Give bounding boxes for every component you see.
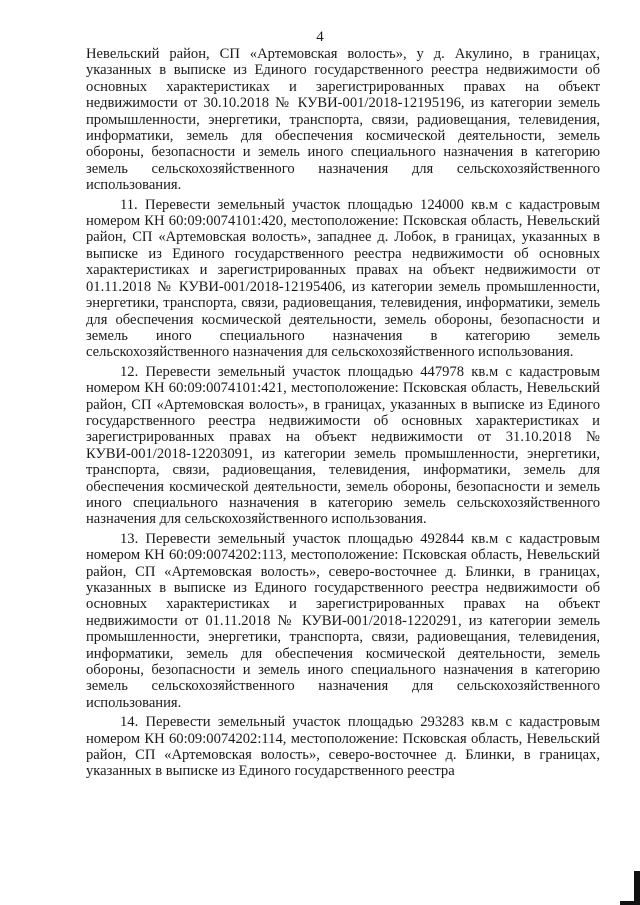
paragraph-item-13: 13. Перевести земельный участок площадью 492844 кв.м с кадастровым номером КН 60:09:0074202:113, местоположение: Псковская область, Невельский район, СП «Артемовская волость», северо-восточнее д. Блинки, в границах, указанных в выписке из Единого государственного реестра недвижимости об основных характеристиках и зарегистрированных правах на объект недвижимости от 01.11.2018 № КУВИ-001/2018-1220291, из категории земель промышленности, энергетики, транспорта, связи, радиовещания, телевидения, информатики, земель для обеспечения космической деятельности, земель обороны, безопасности и земель иного специального назначения в категорию земель сельскохозяйственного назначения для сельскохозяйственного использования.: [86, 530, 600, 711]
document-body: [86, 46, 600, 783]
scan-corner-mark: [620, 871, 640, 905]
paragraph-item-14: 14. Перевести земельный участок площадью 293283 кв.м с кадастровым номером КН 60:09:0074202:114, местоположение: Псковская область, Невельский район, СП «Артемовская волость», северо-восточнее д. Блинки, в границах, указанных в выписке из Единого государственного реестра: [86, 714, 600, 780]
paragraph-item-12: 12. Перевести земельный участок площадью 447978 кв.м с кадастровым номером КН 60:09:0074101:421, местоположение: Псковская область, Невельский район, СП «Артемовская волость», в границах, указанных в выписке из Единого государственного реестра недвижимости об основных характеристиках и зарегистрированных правах на объект недвижимости от 31.10.2018 № КУВИ-001/2018-12203091, из категории земель промышленности, энергетики, транспорта, связи, радиовещания, телевидения, информатики, земель для обеспечения космической деятельности, земель обороны, безопасности и земель иного специального назначения в категорию земель сельскохозяйственного назначения для сельскохозяйственного использования.: [86, 363, 600, 528]
paragraph-item-11: 11. Перевести земельный участок площадью 124000 кв.м с кадастровым номером КН 60:09:0074101:420, местоположение: Псковская область, Невельский район, СП «Артемовская волость», западнее д. Лобок, в границах, указанных в выписке из Единого государственного реестра недвижимости об основных характеристиках и зарегистрированных правах на объект недвижимости от 01.11.2018 № КУВИ-001/2018-12195406, из категории земель промышленности, энергетики, транспорта, связи, радиовещания, телевидения, информатики, земель для обеспечения космической деятельности, земель обороны, безопасности и земель иного специального назначения в категорию земель сельскохозяйственного назначения для сельскохозяйственного использования.: [86, 196, 600, 361]
paragraph-continuation: Невельский район, СП «Артемовская волость», у д. Акулино, в границах, указанных в выписке из Единого государственного реестра недвижимости об основных характеристиках и зарегистрированных правах на объект недвижимости от 30.10.2018 № КУВИ-001/2018-12195196, из категории земель промышленности, энергетики, транспорта, связи, радиовещания, телевидения, информатики, земель для обеспечения космической деятельности, земель обороны, безопасности и земель иного специального назначения в категорию земель сельскохозяйственного назначения для сельскохозяйственного использования.: [86, 46, 600, 194]
page-number: 4: [316, 29, 324, 45]
